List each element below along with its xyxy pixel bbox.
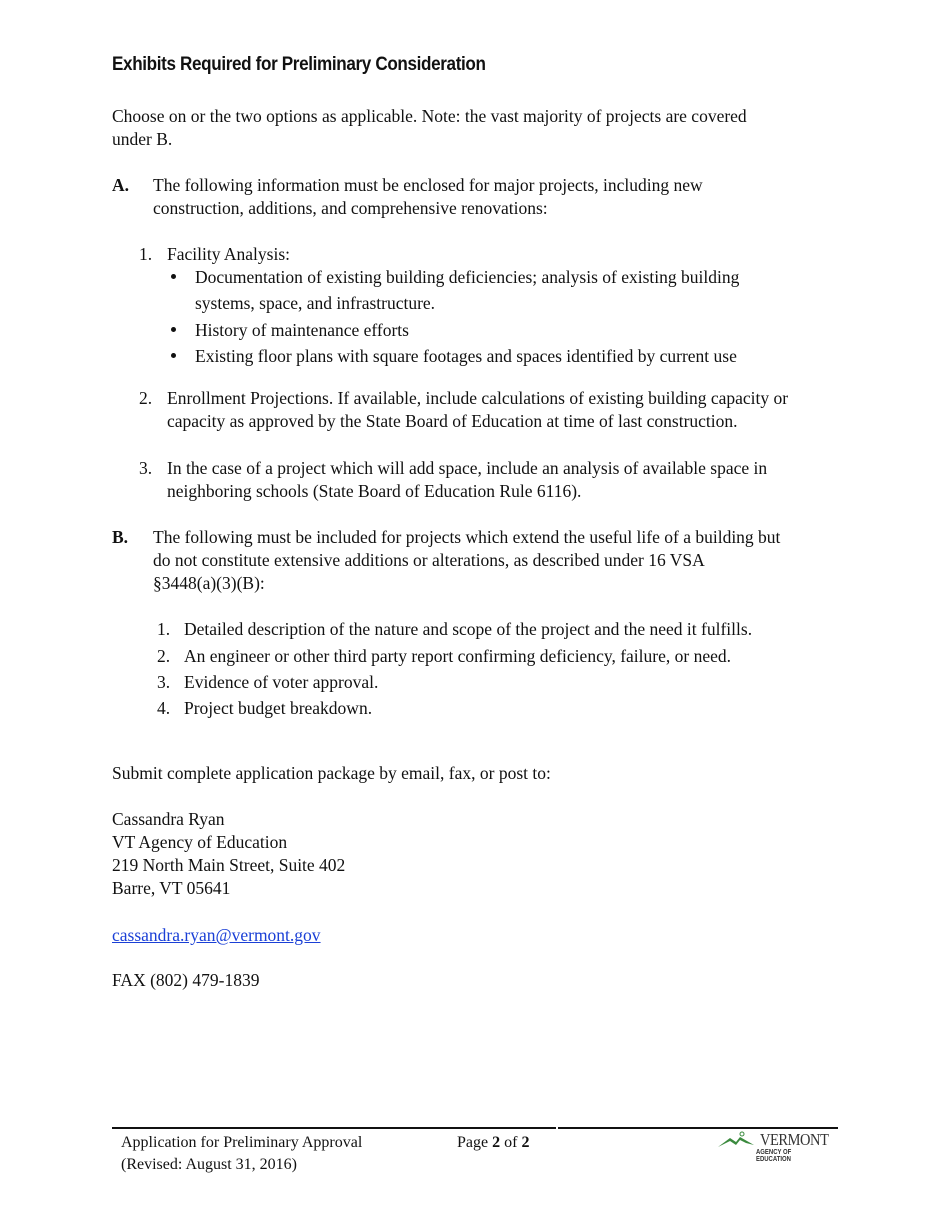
footer-divider-left [112, 1127, 556, 1129]
a-item-3-number: 3. [139, 458, 153, 478]
page-total: 2 [521, 1134, 530, 1151]
intro-line-2: under B. [112, 129, 173, 149]
b-item-1-text: Detailed description of the nature and scope of the project and the need it fulfills. [184, 619, 753, 639]
b-item-4-text: Project budget breakdown. [184, 698, 373, 718]
a-bullet-3: Existing floor plans with square footages and spaces identified by current use [195, 346, 737, 366]
bullet-dot-icon [171, 274, 176, 279]
section-b-line-1: The following must be included for projects which extend the useful life of a building but [153, 527, 781, 547]
contact-fax: FAX (802) 479-1839 [112, 970, 260, 990]
a-item-1-text: Facility Analysis: [167, 244, 290, 264]
a-item-2-number: 2. [139, 388, 153, 408]
section-b-marker: B. [112, 527, 129, 547]
a-bullet-2: History of maintenance efforts [195, 320, 409, 340]
footer-revised-date: (Revised: August 31, 2016) [121, 1156, 297, 1173]
bullet-dot-icon [171, 327, 176, 332]
a-item-3-line-2: neighboring schools (State Board of Education Rule 6116). [167, 481, 582, 501]
contact-organization: VT Agency of Education [112, 832, 288, 852]
footer-divider-right [558, 1127, 838, 1129]
a-item-3-line-1: In the case of a project which will add space, include an analysis of available space in [167, 458, 768, 478]
a-bullet-1-line-2: systems, space, and infrastructure. [195, 293, 436, 313]
bullet-dot-icon [171, 353, 176, 358]
intro-line-1: Choose on or the two options as applicable. Note: the vast majority of projects are covered [112, 106, 747, 126]
section-b-line-2: do not constitute extensive additions or alterations, as described under 16 VSA [153, 550, 705, 570]
page-mid: of [500, 1134, 522, 1151]
page-title: Exhibits Required for Preliminary Consideration [112, 54, 486, 75]
submit-instructions: Submit complete application package by email, fax, or post to: [112, 763, 551, 783]
logo-subtitle: AGENCY OF EDUCATION [756, 1149, 792, 1163]
b-item-1-number: 1. [157, 619, 171, 639]
a-item-2-line-1: Enrollment Projections. If available, include calculations of existing building capacity or [167, 388, 789, 408]
section-a-marker: A. [112, 175, 130, 195]
section-b-line-3: §3448(a)(3)(B): [153, 573, 265, 593]
page-current: 2 [492, 1134, 501, 1151]
b-item-2-number: 2. [157, 646, 171, 666]
page-prefix: Page [457, 1134, 493, 1151]
section-a-line-1: The following information must be enclosed for major projects, including new [153, 175, 703, 195]
contact-city: Barre, VT 05641 [112, 878, 231, 898]
vermont-agency-logo [716, 1130, 838, 1163]
a-bullet-1-line-1: Documentation of existing building deficiencies; analysis of existing building [195, 267, 740, 287]
footer-doc-title: Application for Preliminary Approval [121, 1134, 363, 1151]
contact-email-link[interactable]: cassandra.ryan@vermont.gov [112, 925, 321, 945]
a-item-2-line-2: capacity as approved by the State Board of Education at time of last construction. [167, 411, 738, 431]
contact-name: Cassandra Ryan [112, 809, 225, 829]
b-item-4-number: 4. [157, 698, 171, 718]
section-a-line-2: construction, additions, and comprehensive renovations: [153, 198, 548, 218]
b-item-3-number: 3. [157, 672, 171, 692]
mountain-logo-icon [716, 1131, 760, 1151]
a-item-1-number: 1. [139, 244, 153, 264]
footer-page-number [457, 1131, 529, 1154]
b-item-2-text: An engineer or other third party report confirming deficiency, failure, or need. [184, 646, 731, 666]
logo-wordmark: VERMONT [760, 1130, 829, 1149]
b-item-3-text: Evidence of voter approval. [184, 672, 379, 692]
contact-street: 219 North Main Street, Suite 402 [112, 855, 346, 875]
